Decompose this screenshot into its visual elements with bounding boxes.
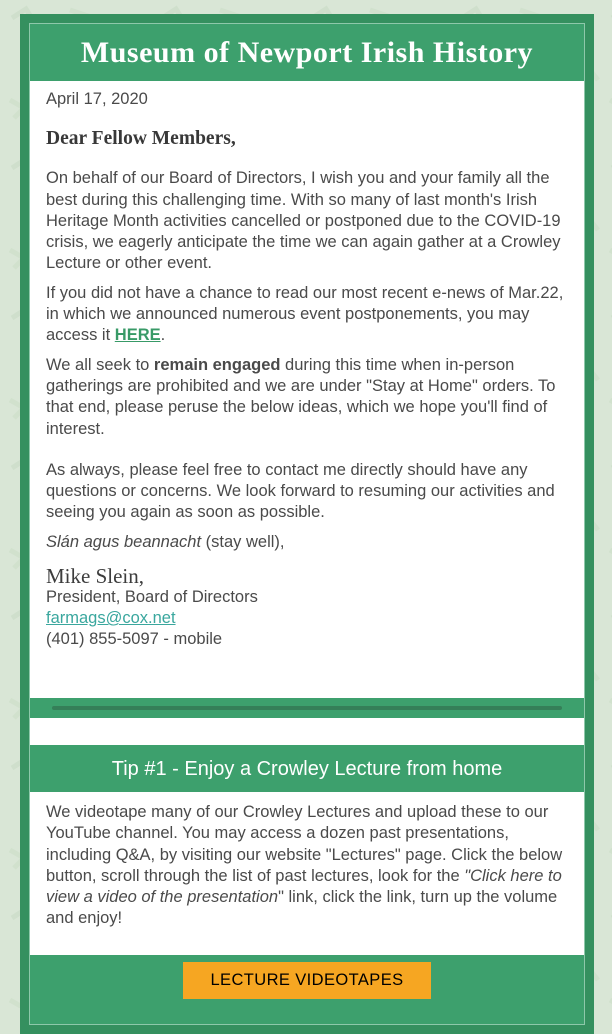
signature-phone: (401) 855-5097 - mobile (46, 630, 223, 649)
closing-english: (stay well), (201, 532, 285, 551)
here-link[interactable]: HERE (114, 326, 161, 345)
paragraph-2-period: . (160, 326, 166, 345)
tip1-text-after: " link, click the link, turn up the volume and enjoy! (46, 888, 558, 928)
white-spacer (30, 718, 584, 745)
closing-irish: Slán agus beannacht (46, 532, 202, 551)
email-link[interactable]: farmags@cox.net (46, 609, 176, 628)
salutation: Dear Fellow Members, (46, 128, 236, 150)
page-title: Museum of Newport Irish History (80, 35, 534, 69)
newsletter-card (20, 14, 594, 1034)
lecture-videotapes-button[interactable]: LECTURE VIDEOTAPES (183, 962, 430, 999)
paragraph-3-text: We all seek to (46, 355, 154, 374)
horizontal-divider (52, 706, 562, 710)
paragraph-2-text: If you did not have a chance to read our most recent e-news of Mar.22, in which we announced numerous event postponements, you may access it (46, 283, 564, 345)
signature-role: President, Board of Directors (46, 588, 258, 607)
paragraph-1: On behalf of our Board of Directors, I wish you and your family all the best during this challenging time. With so many of last month's Irish Heritage Month activities cancelled or postponed due to the COVID-19 crisis, we eagerly anticipate the time we can again gather at a Crowley Lecture or other event. (46, 169, 561, 273)
date-text: April 17, 2020 (46, 90, 148, 108)
signature-email-line (46, 608, 568, 629)
paragraph-3-text-after: during this time when in-person gatherings are prohibited and we are under "Stay at Home" orders. To that end, please peruse the below ideas, which we hope you'll find of interest. (46, 355, 556, 438)
letter-body (30, 81, 584, 698)
closing-line (46, 532, 568, 553)
tip1-banner (30, 745, 584, 792)
tip1-italic: "Click here to view a video of the presentation (46, 866, 562, 907)
footer-band (30, 955, 584, 1024)
tip1-paragraph (46, 802, 568, 930)
paragraph-4: As always, please feel free to contact me directly should have any questions or concerns. We look forward to resuming our activities and seeing you again as soon as possible. (46, 460, 555, 522)
header-banner (30, 24, 584, 81)
tip1-text: We videotape many of our Crowley Lectures and upload these to our YouTube channel. You may access a dozen past presentations, including Q&A, by visiting our website "Lectures" page. Click the below button, scroll through the list of past lectures, look for the (46, 803, 563, 885)
tip1-body (30, 792, 584, 955)
newsletter-card-inner (29, 23, 585, 1025)
signature-name: Mike Slein, (46, 564, 144, 589)
paragraph-2 (46, 283, 568, 347)
paragraph-3-bold: remain engaged (153, 355, 281, 374)
tip1-heading: Tip #1 - Enjoy a Crowley Lecture from home (111, 757, 503, 780)
paragraph-3 (46, 355, 568, 440)
green-divider-band (30, 698, 584, 718)
